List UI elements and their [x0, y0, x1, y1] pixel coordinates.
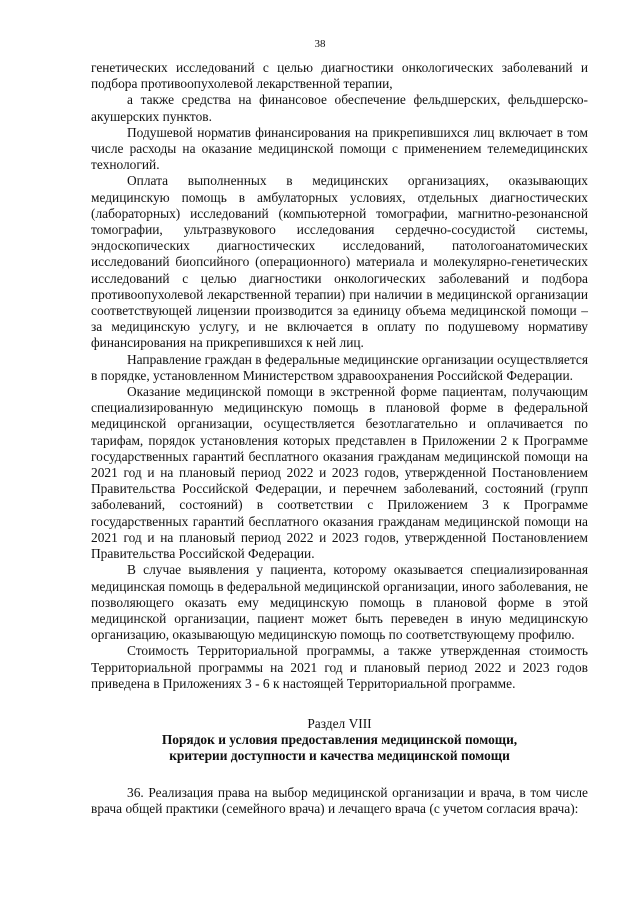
section-title-line-2: критерии доступности и качества медицинской помощи: [169, 748, 510, 764]
paragraph: Подушевой норматив финансирования на прикрепившихся лиц включает в том числе расходы на оказание медицинской помощи с применением телемедицинских технологий.: [91, 124, 588, 173]
paragraph: генетических исследований с целью диагностики онкологических заболеваний и подбора противоопухолевой лекарственной терапии,: [91, 60, 588, 92]
section-label: Раздел VIII: [307, 716, 372, 731]
paragraph: Оплата выполненных в медицинских организациях, оказывающих медицинскую помощь в амбулаторных условиях, отдельных диагностических (лабораторных) исследований (компьютерной томографии, магнитно-резонансной томографии, ультразвукового исследования сердечно-сосудистой системы, эндоскопических диагностических исследований, патологоанатомических исследований биопсийного (операционного) материала и молекулярно-генетических исследований с целью диагностики онкологических заболеваний и подбора противоопухолевой лекарственной терапии) при наличии в медицинской организации соответствующей лицензии производится за единицу объема медицинской помощи – за медицинскую услугу, и не включается в оплату по подушевому нормативу финансирования на прикрепившихся к ней лиц.: [91, 173, 588, 351]
section-title-line-1: Порядок и условия предоставления медицинской помощи,: [161, 732, 518, 748]
paragraph: Оказание медицинской помощи в экстренной форме пациентам, получающим специализированную медицинскую помощь в плановой форме в федеральной медицинской организации, осуществляется безотлагательно и оплачивается по тарифам, порядок установления которых представлен в Приложении 2 к Программе государственных гарантий бесплатного оказания гражданам медицинской помощи на 2021 год и на плановый период 2022 и 2023 годов, утвержденной Постановлением Правительства Российской Федерации, и перечнем заболеваний, состояний (групп заболеваний, состояний) в соответствии с Приложением 3 к Программе государственных гарантий бесплатного оказания гражданам медицинской помощи на 2021 год и на плановый период 2022 и 2023 годов, утвержденной Постановлением Правительства Российской Федерации.: [91, 384, 588, 562]
paragraph: В случае выявления у пациента, которому оказывается специализированная медицинская помощь в федеральной медицинской организации, иного заболевания, не позволяющего оказать ему медицинскую помощь в плановой форме в этой медицинской организации, пациент может быть переведен в иную медицинскую организацию, оказывающую медицинскую помощь по соответствующему профилю.: [91, 562, 588, 643]
body-text: [91, 60, 588, 692]
paragraph: а также средства на финансовое обеспечение фельдшерских, фельдшерско-акушерских пунктов.: [91, 92, 588, 124]
paragraph: Направление граждан в федеральные медицинские организации осуществляется в порядке, установленном Министерством здравоохранения Российской Федерации.: [91, 351, 588, 383]
section-heading: [91, 716, 588, 765]
numbered-item-36: 36. Реализация права на выбор медицинской организации и врача, в том числе врача общей практики (семейного врача) и лечащего врача (с учетом согласия врача):: [91, 785, 588, 817]
page-number: 38: [314, 38, 326, 50]
section-body: [91, 785, 588, 817]
paragraph: Стоимость Территориальной программы, а также утвержденная стоимость Территориальной программы на 2021 год и плановый период 2022 и 2023 годов приведена в Приложениях 3 - 6 к настоящей Территориальной программе.: [91, 643, 588, 691]
